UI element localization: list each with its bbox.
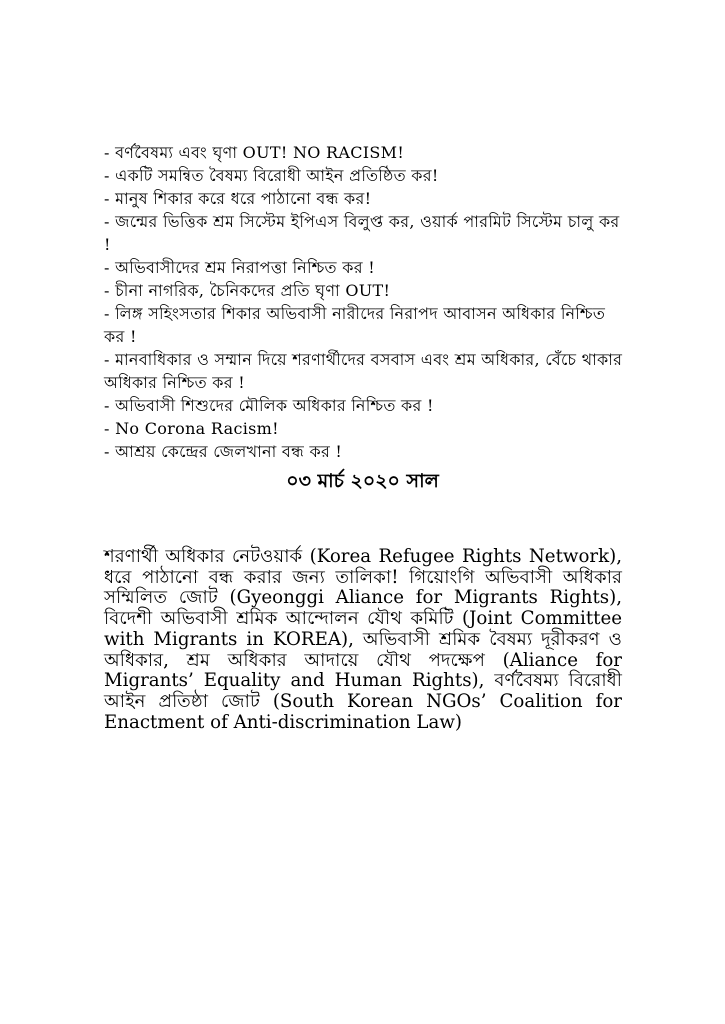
demand-bullet: - [104,304,116,323]
demand-bullet: - [104,258,116,277]
demand-bullet: - [104,212,116,231]
demand-item [104,440,624,463]
demand-text: মানবাধিকার ও সম্মান দিয়ে শরণার্থীদের বসবাস এবং শ্রম অধিকার, বেঁচে থাকার অধিকার নিশ্চিত কর ! [104,350,623,392]
demand-bullet: - [104,396,116,415]
demand-item [104,279,624,302]
document-date: ০৩ মার্চ ২০২০ সাল [286,470,439,492]
demand-item [104,417,624,440]
demand-item [104,256,624,279]
demand-bullet: - [104,419,116,438]
demand-bullet: - [104,442,116,461]
demand-bullet: - [104,350,116,369]
demand-bullet: - [104,143,116,162]
demand-text: বর্ণবৈষম্য এবং ঘৃণা OUT! NO RACISM! [115,143,405,162]
demand-text: লিঙ্গ সহিংসতার শিকার অভিবাসী নারীদের নিরাপদ আবাসন অধিকার নিশ্চিত কর ! [104,304,606,346]
demand-text: চীনা নাগরিক, চৈনিকদের প্রতি ঘৃণা OUT! [115,281,391,300]
signatories-paragraph: শরণার্থী অধিকার নেটওয়ার্ক (Korea Refugee Rights Network), ধরে পাঠানো বন্ধ করার জন্য তালিকা! গিয়োংগি অভিবাসী অধিকার সম্মিলিত জোট (Gyeonggi Aliance for Migrants Rights), বিদেশী অভিবাসী শ্রমিক আন্দোলন যৌথ কমিটি (Joint Committee with Migrants in KOREA), অভিবাসী শ্রমিক বৈষম্য দূরীকরণ ও অধিকার, শ্রম অধিকার আদায়ে যৌথ পদক্ষেপ (Aliance for Migrants’ Equality and Human Rights), বর্ণবৈষম্য বিরোধী আইন প্রতিষ্ঠা জোট (South Korean NGOs’ Coalition for Enactment of Anti-discrimination Law) [104,546,622,733]
demand-text: No Corona Racism! [115,419,279,438]
demand-item [104,302,624,348]
demands-list [104,141,624,463]
demand-item [104,394,624,417]
demand-item [104,348,624,394]
demand-bullet: - [104,281,116,300]
demand-text: মানুষ শিকার করে ধরে পাঠানো বন্ধ কর! [115,189,372,208]
demand-text: জন্মের ভিত্তিক শ্রম সিস্টেম ইপিএস বিলুপ্ত কর, ওয়ার্ক পারমিট সিস্টেম চালু কর ! [104,212,620,254]
demand-item [104,164,624,187]
demand-text: অভিবাসীদের শ্রম নিরাপত্তা নিশ্চিত কর ! [115,258,375,277]
demand-text: একটি সমন্বিত বৈষম্য বিরোধী আইন প্রতিষ্ঠিত কর! [115,166,439,185]
demand-bullet: - [104,166,116,185]
demand-bullet: - [104,189,116,208]
demand-text: অভিবাসী শিশুদের মৌলিক অধিকার নিশ্চিত কর ! [115,396,434,415]
demand-item [104,187,624,210]
demand-text: আশ্রয় কেন্দ্রের জেলখানা বন্ধ কর ! [115,442,343,461]
demand-item [104,210,624,256]
demand-item [104,141,624,164]
